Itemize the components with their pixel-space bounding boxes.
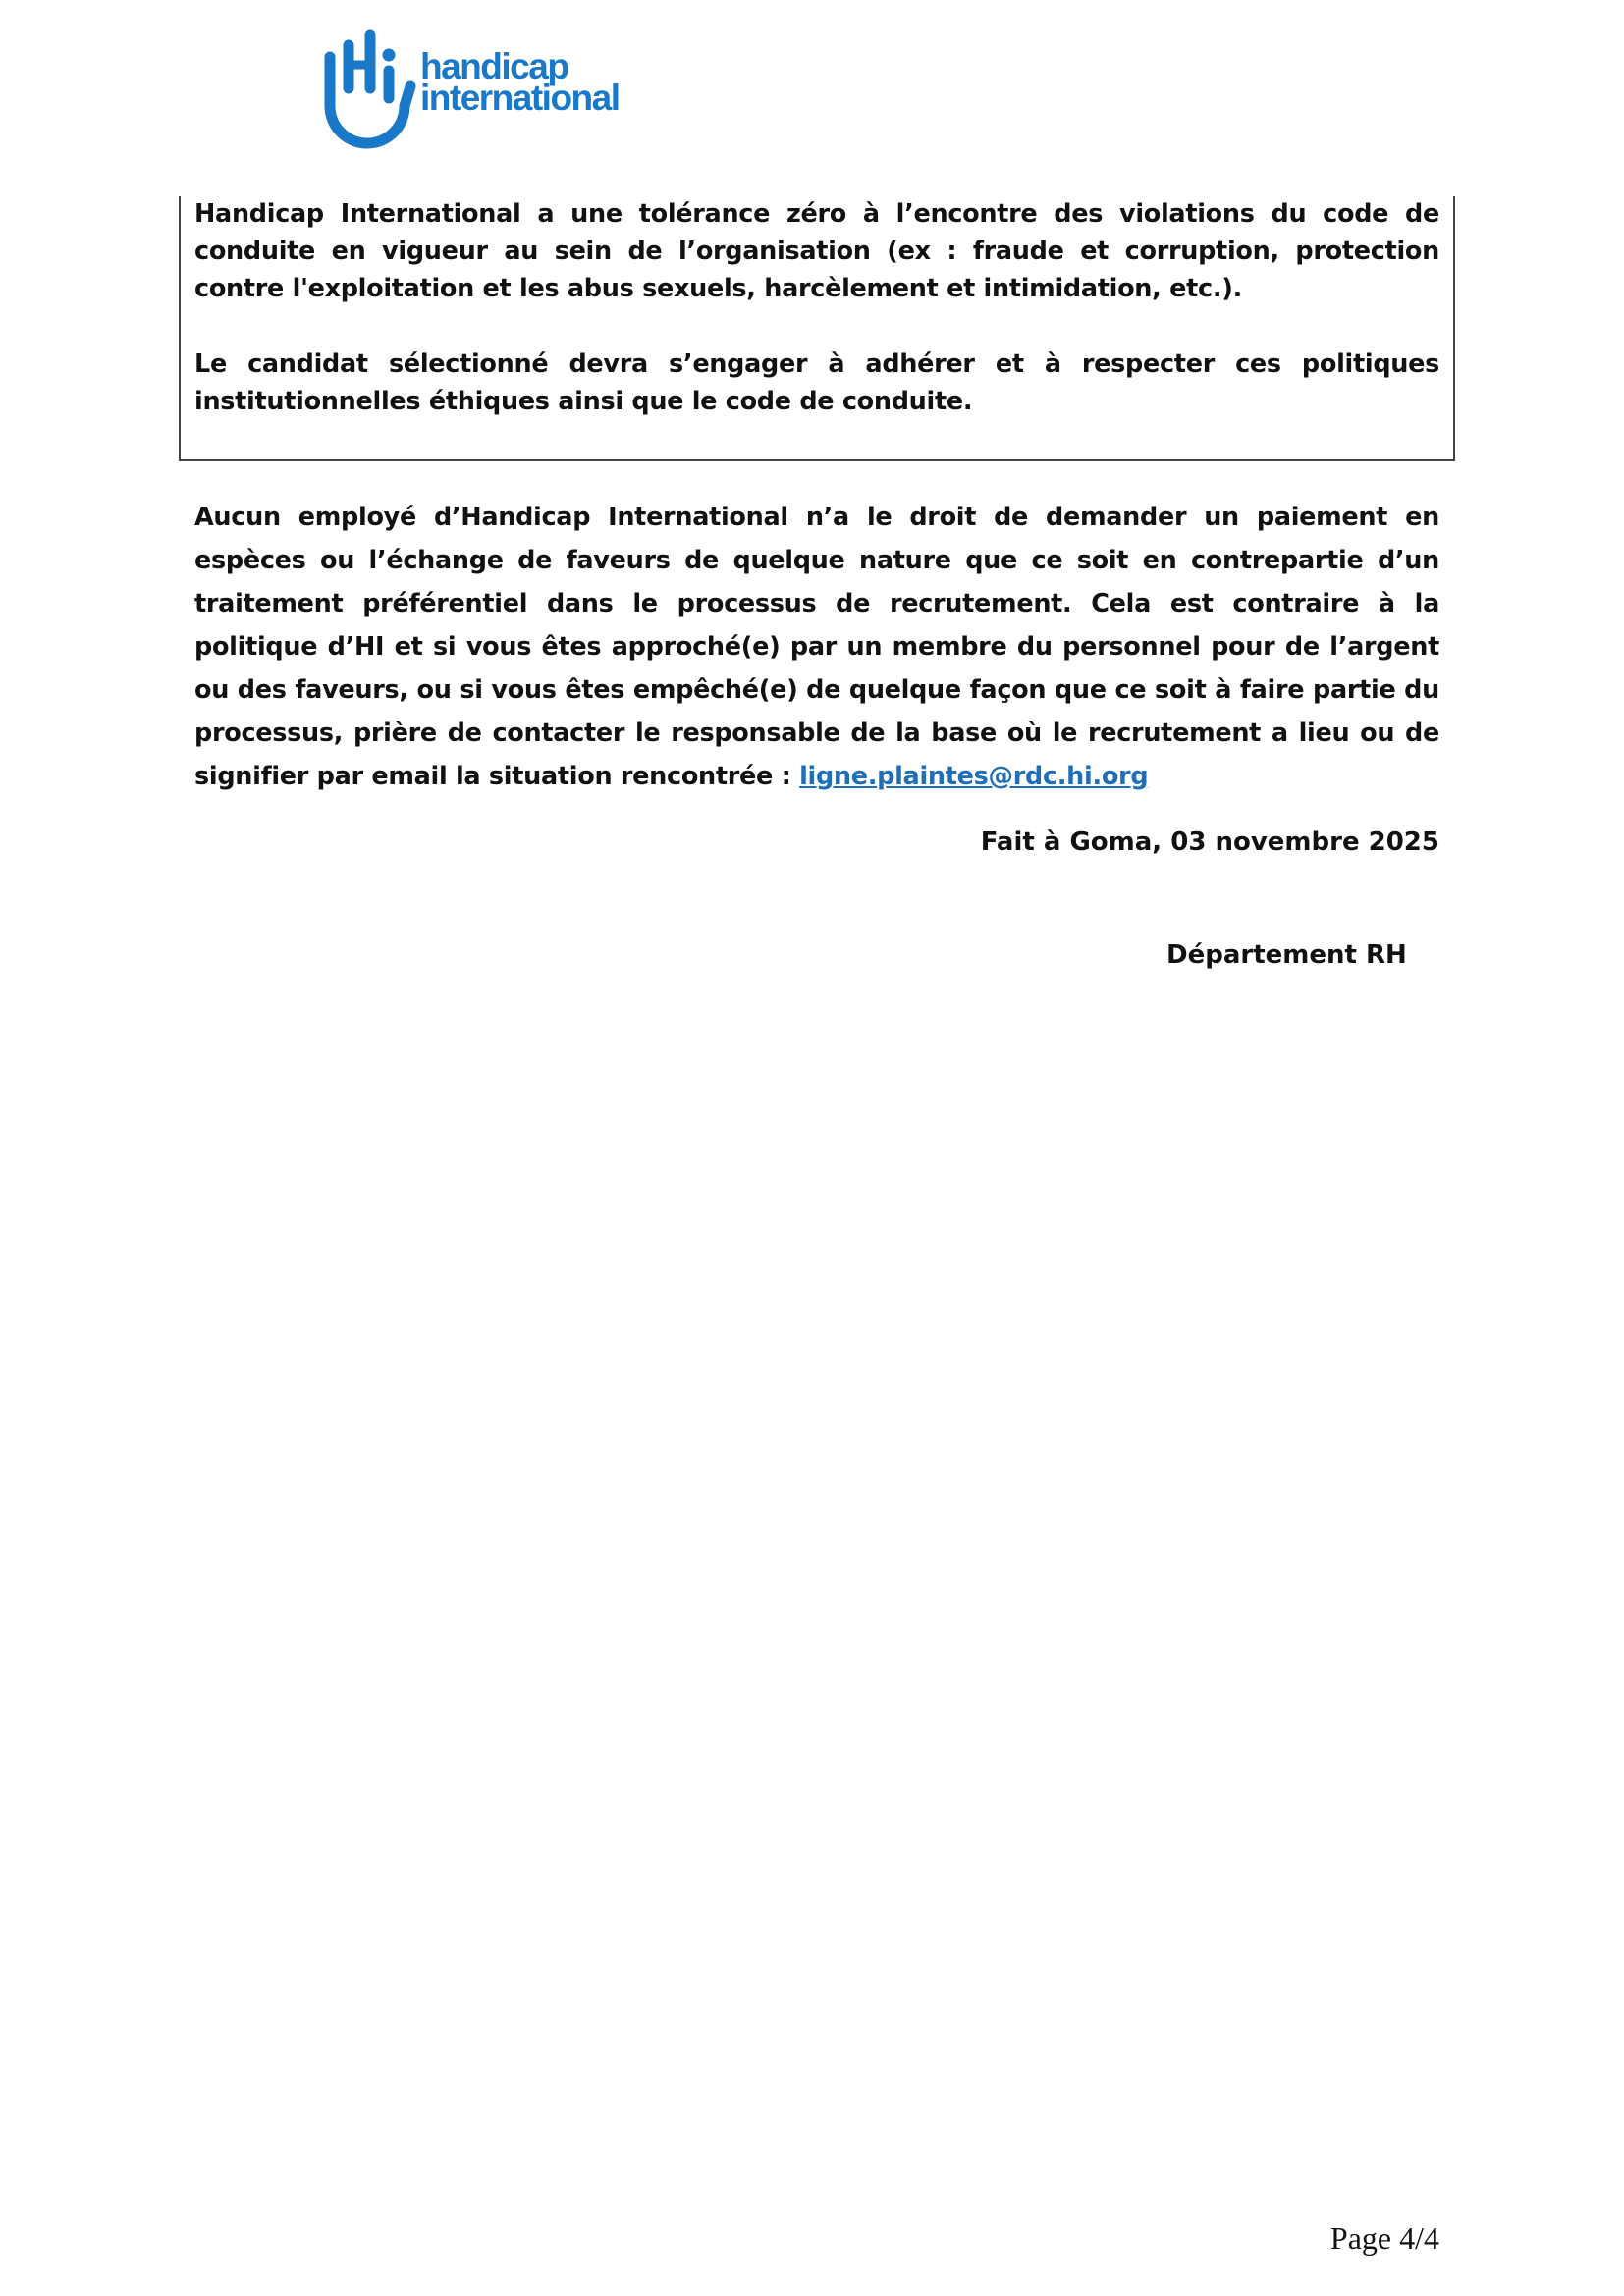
- warning-text: Aucun employé d’Handicap International n’a le droit de demander un paiement en espèces ou l’échange de faveurs de quelque nature que ce soit en contrepartie d’un traitement préférentiel dans le processus de recrutement. Cela est contraire à la politique d’HI et si vous êtes approché(e) par un membre du personnel pour de l’argent ou des faveurs, ou si vous êtes empêché(e) de quelque façon que ce soit à faire partie du processus, prière de contacter le responsable de la base où le recrutement a lieu ou de signifier par email la situation rencontrée :: [194, 503, 1439, 791]
- complaint-email-link[interactable]: ligne.plaintes@rdc.hi.org: [799, 762, 1149, 791]
- place-date: Fait à Goma, 03 novembre 2025: [980, 828, 1439, 857]
- logo-line2: international: [420, 78, 620, 118]
- zero-tolerance-paragraph: Handicap International a une tolérance zéro à l’encontre des violations du code de conduite en vigueur au sein de l’organisation (ex : fraude et corruption, protection contre l'exploitation et les abus sexuels, harcèlement et intimidation, etc.).: [194, 199, 1439, 303]
- warning-paragraph: [194, 496, 1439, 798]
- hi-hand-icon: [320, 27, 418, 150]
- page-number: Page 4/4: [1329, 2220, 1439, 2256]
- hi-logo: [320, 27, 654, 155]
- department-signature: Département RH: [1166, 940, 1407, 970]
- commitment-paragraph: Le candidat sélectionné devra s’engager à adhérer et à respecter ces politiques institutionnelles éthiques ainsi que le code de conduite.: [194, 349, 1439, 416]
- logo-line1: handicap: [420, 46, 568, 86]
